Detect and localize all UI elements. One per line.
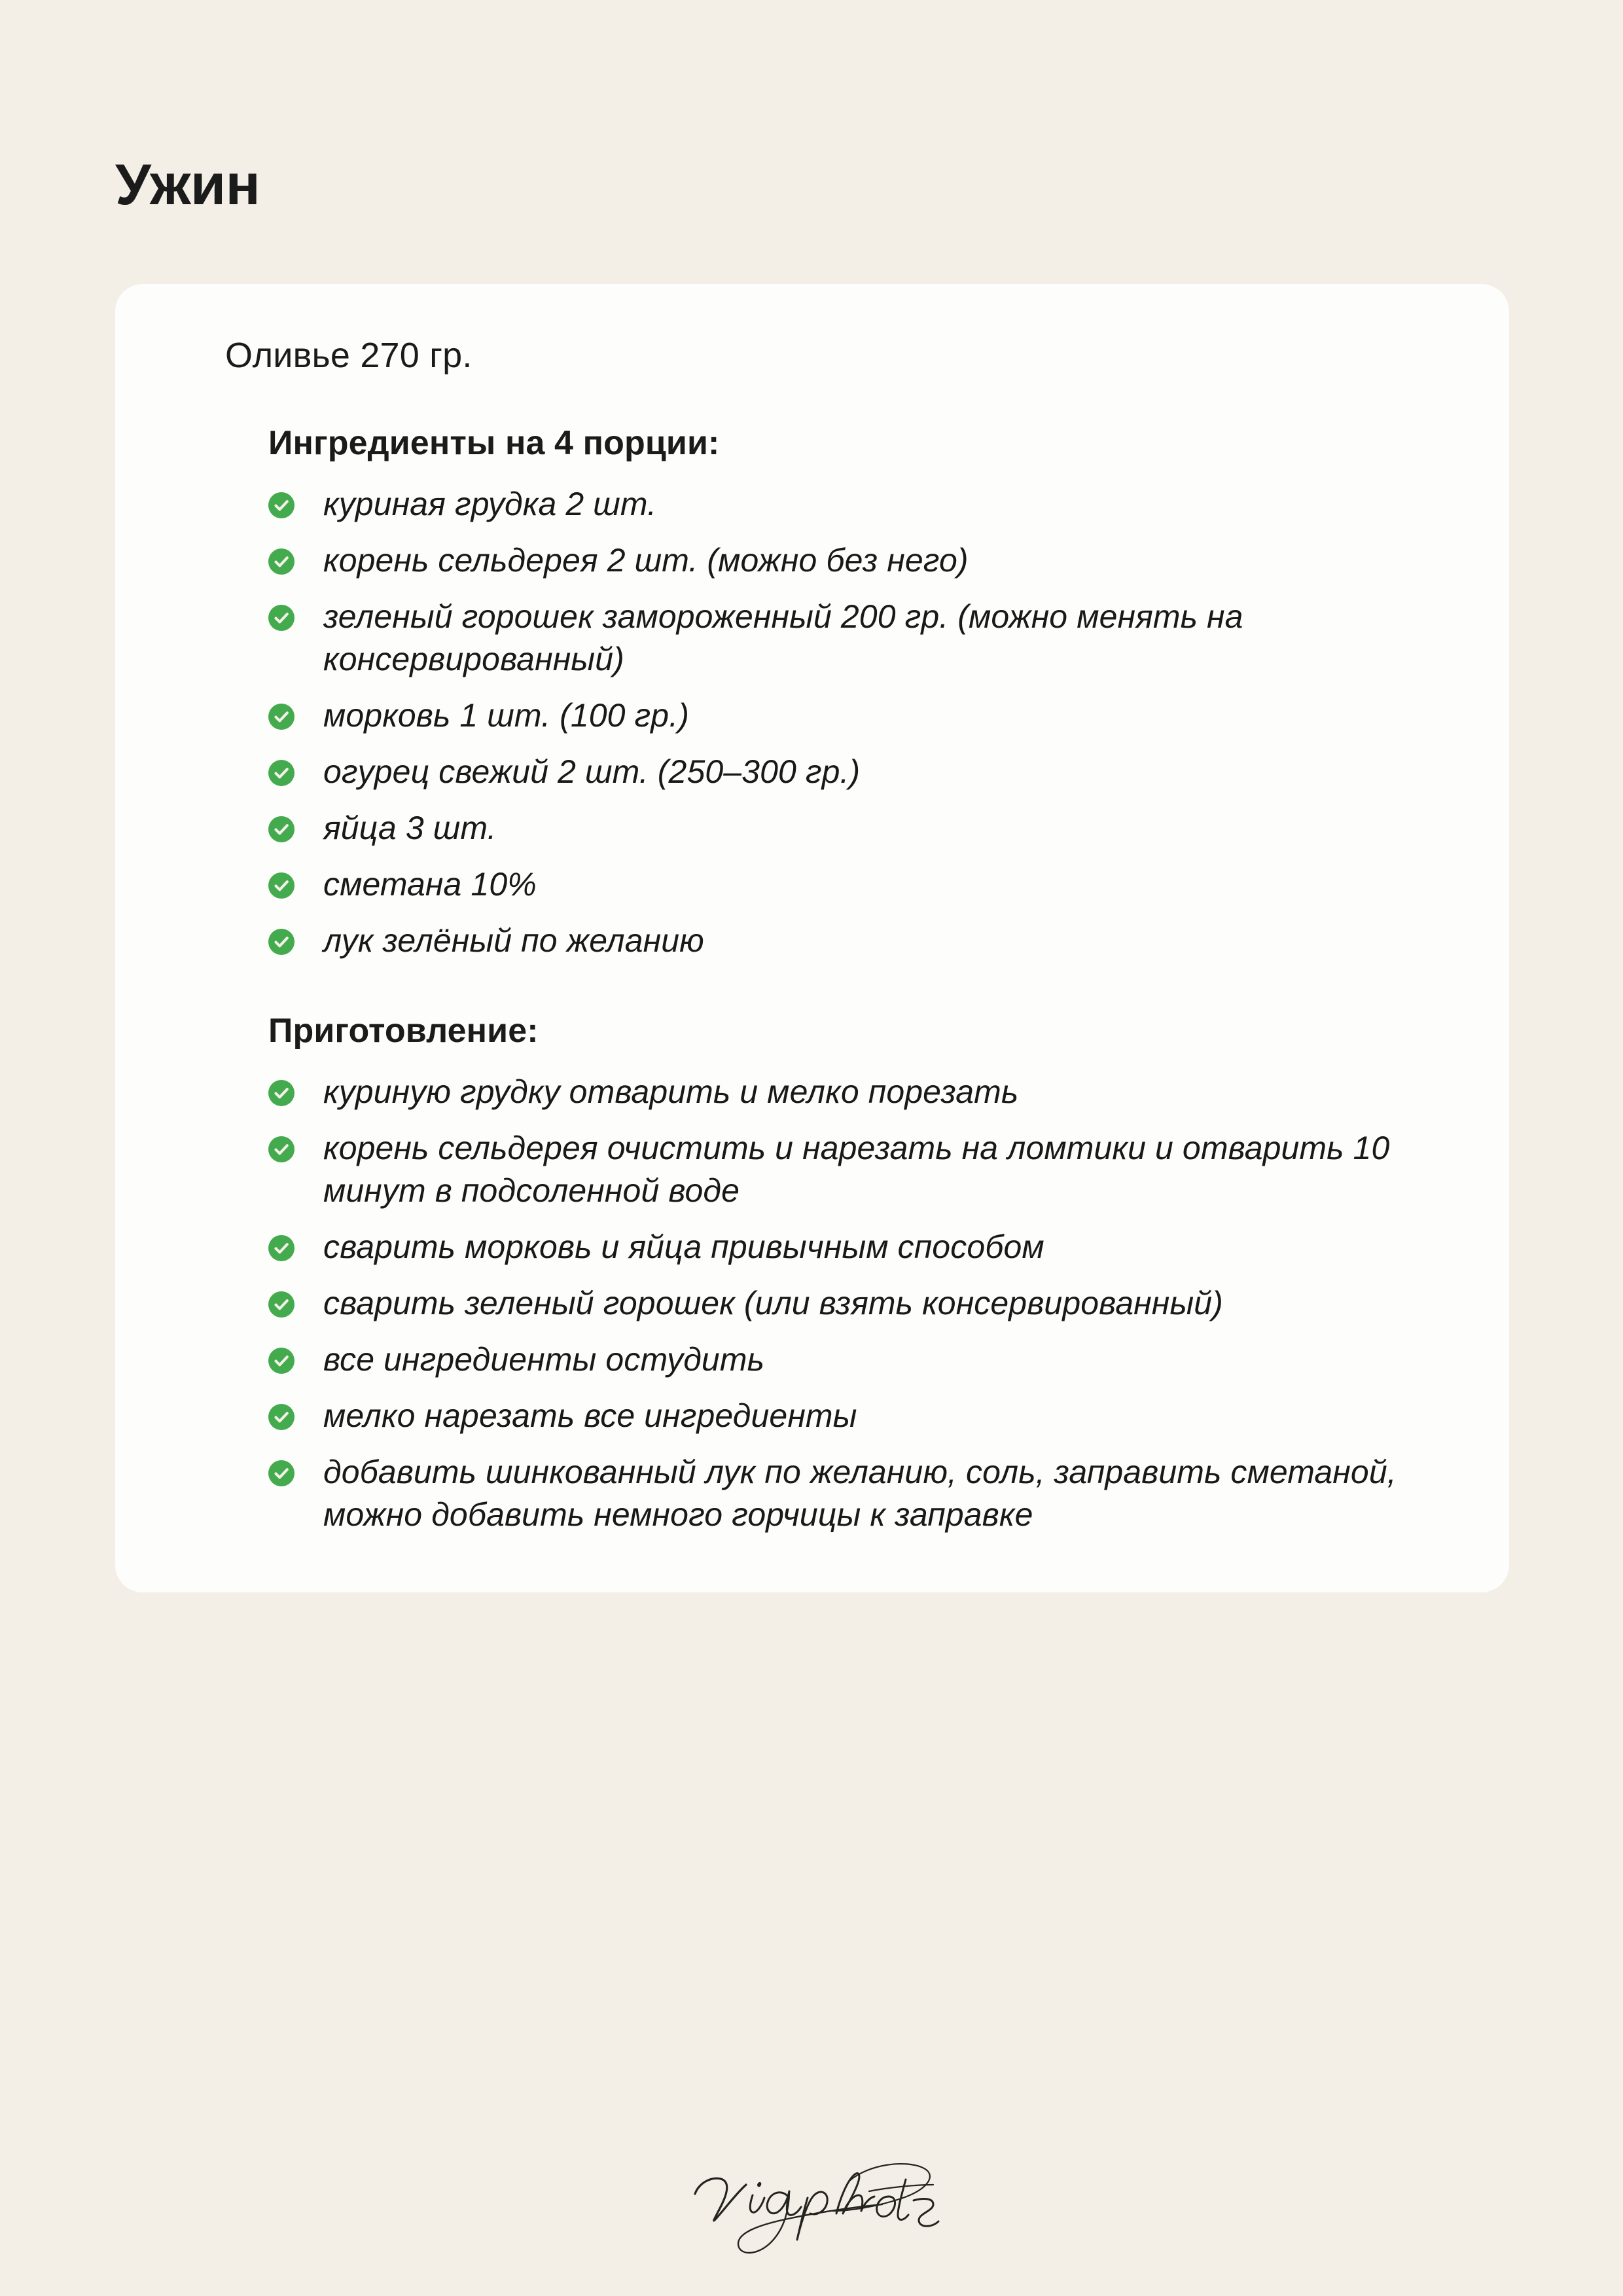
list-item-label: сметана 10% xyxy=(323,865,537,903)
check-circle-icon xyxy=(268,704,294,730)
list-item-label: добавить шинкованный лук по желанию, соль, заправить сметаной, можно добавить немного горчицы к заправке xyxy=(323,1454,1397,1534)
list-item-label: морковь 1 шт. (100 гр.) xyxy=(323,696,689,734)
dish-name: Оливье 270 гр. xyxy=(225,336,473,375)
watermark-via-photo xyxy=(673,2151,961,2262)
check-circle-icon xyxy=(268,548,294,575)
list-item-label: корень сельдерея 2 шт. (можно без него) xyxy=(323,541,969,579)
list-item-label: мелко нарезать все ингредиенты xyxy=(323,1397,857,1435)
page-title: Ужин xyxy=(115,152,260,217)
list-item-label: лук зелёный по желанию xyxy=(323,922,704,959)
list-item xyxy=(268,1127,1449,1212)
recipe-section xyxy=(268,1011,1454,1536)
list-item xyxy=(268,1226,1449,1268)
list-item-label: яйца 3 шт. xyxy=(323,809,497,846)
list-item xyxy=(268,539,1449,582)
list-item xyxy=(268,863,1449,906)
list-item xyxy=(268,1395,1449,1437)
check-circle-icon xyxy=(268,1136,294,1162)
list-item xyxy=(268,807,1449,850)
check-list xyxy=(268,1071,1454,1536)
list-item xyxy=(268,694,1449,737)
list-item-label: зеленый горошек замороженный 200 гр. (можно менять на консервированный) xyxy=(323,598,1243,677)
check-circle-icon xyxy=(268,1404,294,1430)
check-circle-icon xyxy=(268,760,294,786)
section-heading: Приготовление: xyxy=(268,1011,539,1050)
list-item-label: сварить морковь и яйца привычным способом xyxy=(323,1229,1044,1266)
recipe-section xyxy=(268,423,1454,962)
check-circle-icon xyxy=(268,1291,294,1318)
check-circle-icon xyxy=(268,605,294,631)
list-item xyxy=(268,596,1449,681)
recipe-sections xyxy=(170,423,1454,1537)
list-item xyxy=(268,483,1449,526)
check-circle-icon xyxy=(268,1348,294,1374)
check-circle-icon xyxy=(268,1080,294,1106)
list-item-label: куриная грудка 2 шт. xyxy=(323,485,657,522)
list-item-label: сварить зеленый горошек (или взять консервированный) xyxy=(323,1285,1223,1322)
check-list xyxy=(268,483,1454,962)
list-item xyxy=(268,1338,1449,1381)
list-item xyxy=(268,920,1449,962)
list-item-label: все ингредиенты остудить xyxy=(323,1341,764,1378)
check-circle-icon xyxy=(268,1235,294,1261)
check-circle-icon xyxy=(268,872,294,899)
recipe-card xyxy=(115,284,1509,1592)
check-circle-icon xyxy=(268,816,294,842)
check-circle-icon xyxy=(268,1460,294,1486)
check-circle-icon xyxy=(268,929,294,955)
list-item xyxy=(268,1282,1449,1325)
section-heading: Ингредиенты на 4 порции: xyxy=(268,423,720,462)
list-item-label: куриную грудку отварить и мелко порезать xyxy=(323,1073,1019,1111)
list-item-label: огурец свежий 2 шт. (250–300 гр.) xyxy=(323,753,861,790)
list-item-label: корень сельдерея очистить и нарезать на ломтики и отварить 10 минут в подсоленной воде xyxy=(323,1130,1390,1210)
list-item xyxy=(268,751,1449,793)
check-circle-icon xyxy=(268,492,294,518)
list-item xyxy=(268,1451,1449,1536)
list-item xyxy=(268,1071,1449,1113)
